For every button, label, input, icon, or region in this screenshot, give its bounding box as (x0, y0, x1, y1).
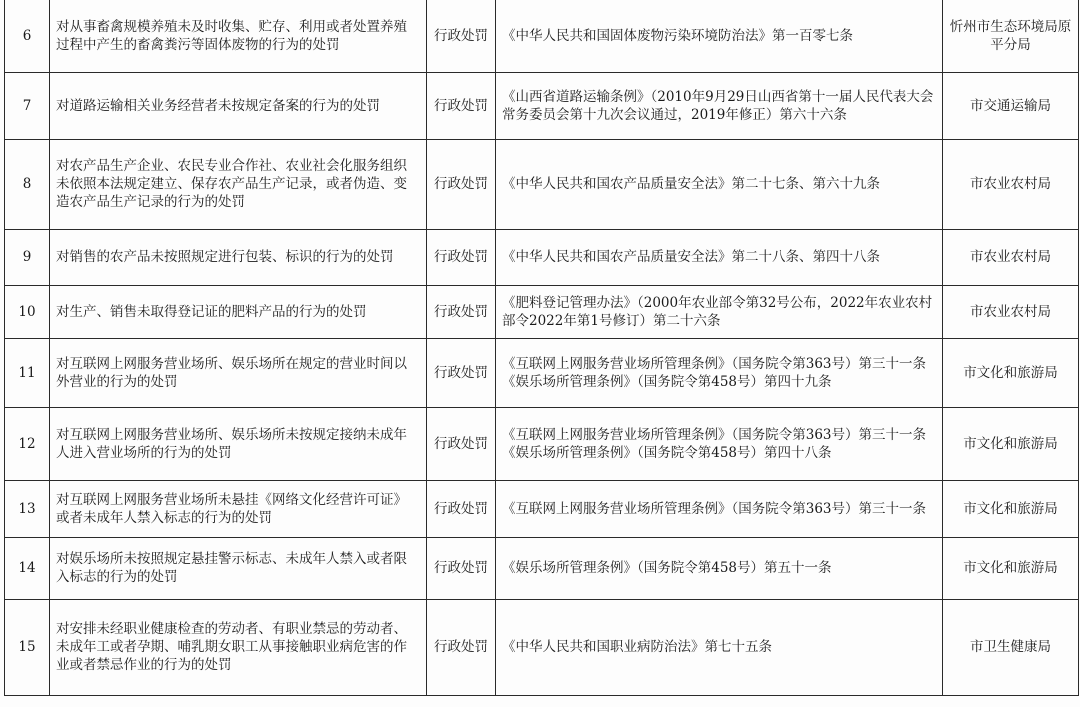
basis-cell (496, 599, 943, 695)
table-row (5, 285, 1079, 338)
table-row (5, 599, 1079, 695)
matter-cell: 对互联网上网服务营业场所、娱乐场所在规定的营业时间以外营业的行为的处罚 (50, 338, 427, 407)
department-cell: 市卫生健康局 (943, 599, 1079, 695)
type-cell: 行政处罚 (427, 537, 496, 599)
penalty-table (4, 0, 1079, 696)
table-row (5, 480, 1079, 537)
department-cell: 市文化和旅游局 (943, 338, 1079, 407)
basis-cell (496, 0, 943, 72)
basis-line: 《中华人民共和国农产品质量安全法》第二十七条、第六十九条 (502, 176, 880, 192)
table-row (5, 72, 1079, 139)
basis-cell (496, 480, 943, 537)
basis-line: 《中华人民共和国农产品质量安全法》第二十八条、第四十八条 (502, 249, 880, 265)
table-row (5, 407, 1079, 480)
table-row (5, 537, 1079, 599)
row-number: 14 (5, 537, 50, 599)
basis-line: 《互联网上网服务营业场所管理条例》（国务院令第363号）第三十一条 (502, 500, 927, 517)
basis-line: 《娱乐场所管理条例》（国务院令第458号）第四十九条 (502, 373, 832, 390)
basis-cell (496, 537, 943, 599)
basis-line: 《娱乐场所管理条例》（国务院令第458号）第五十一条 (502, 560, 832, 576)
matter-cell: 对农产品生产企业、农民专业合作社、农业社会化服务组织未依照本法规定建立、保存农产品生产记录，或者伪造、变造农产品生产记录的行为的处罚 (50, 139, 427, 229)
department-cell: 市文化和旅游局 (943, 480, 1079, 537)
department-cell: 市交通运输局 (943, 72, 1079, 139)
department-cell: 市文化和旅游局 (943, 407, 1079, 480)
department-cell: 市农业农村局 (943, 285, 1079, 338)
basis-cell (496, 407, 943, 480)
matter-cell: 对娱乐场所未按照规定悬挂警示标志、未成年人禁入或者限入标志的行为的处罚 (50, 537, 427, 599)
type-cell: 行政处罚 (427, 599, 496, 695)
table-row (5, 229, 1079, 285)
row-number: 13 (5, 480, 50, 537)
type-cell: 行政处罚 (427, 285, 496, 338)
table-row (5, 139, 1079, 229)
table-row (5, 338, 1079, 407)
row-number: 11 (5, 338, 50, 407)
matter-cell: 对道路运输相关业务经营者未按规定备案的行为的处罚 (50, 72, 427, 139)
basis-line: 《山西省道路运输条例》（2010年9月29日山西省第十一届人民代表大会常务委员会第十九次会议通过，2019年修正）第六十六条 (502, 88, 934, 123)
basis-line: 《肥料登记管理办法》（2000年农业部令第32号公布，2022年农业农村部令2022年第1号修订）第二十六条 (502, 294, 933, 329)
row-number: 9 (5, 229, 50, 285)
type-cell: 行政处罚 (427, 0, 496, 72)
type-cell: 行政处罚 (427, 338, 496, 407)
row-number: 10 (5, 285, 50, 338)
matter-cell: 对生产、销售未取得登记证的肥料产品的行为的处罚 (50, 285, 427, 338)
basis-line: 《中华人民共和国职业病防治法》第七十五条 (502, 639, 772, 655)
type-cell: 行政处罚 (427, 229, 496, 285)
basis-cell (496, 229, 943, 285)
table-row (5, 0, 1079, 72)
basis-line: 《互联网上网服务营业场所管理条例》（国务院令第363号）第三十一条 (502, 426, 927, 443)
basis-line: 《娱乐场所管理条例》（国务院令第458号）第四十八条 (502, 444, 832, 461)
department-cell: 市农业农村局 (943, 139, 1079, 229)
row-number: 12 (5, 407, 50, 480)
matter-cell: 对互联网上网服务营业场所未悬挂《网络文化经营许可证》或者未成年人禁入标志的行为的处罚 (50, 480, 427, 537)
table-body (5, 0, 1079, 695)
basis-cell (496, 72, 943, 139)
department-cell: 市农业农村局 (943, 229, 1079, 285)
type-cell: 行政处罚 (427, 480, 496, 537)
row-number: 7 (5, 72, 50, 139)
basis-cell (496, 285, 943, 338)
type-cell: 行政处罚 (427, 139, 496, 229)
basis-cell (496, 338, 943, 407)
type-cell: 行政处罚 (427, 407, 496, 480)
basis-line: 《中华人民共和国固体废物污染环境防治法》第一百零七条 (502, 27, 853, 44)
type-cell: 行政处罚 (427, 72, 496, 139)
row-number: 15 (5, 599, 50, 695)
matter-cell: 对安排未经职业健康检查的劳动者、有职业禁忌的劳动者、未成年工或者孕期、哺乳期女职工从事接触职业病危害的作业或者禁忌作业的行为的处罚 (50, 599, 427, 695)
matter-cell: 对从事畜禽规模养殖未及时收集、贮存、利用或者处置养殖过程中产生的畜禽粪污等固体废物的行为的处罚 (50, 0, 427, 72)
row-number: 6 (5, 0, 50, 72)
department-cell: 市文化和旅游局 (943, 537, 1079, 599)
department-cell: 忻州市生态环境局原平分局 (943, 0, 1079, 72)
matter-cell: 对互联网上网服务营业场所、娱乐场所未按规定接纳未成年人进入营业场所的行为的处罚 (50, 407, 427, 480)
basis-cell (496, 139, 943, 229)
row-number: 8 (5, 139, 50, 229)
basis-line: 《互联网上网服务营业场所管理条例》（国务院令第363号）第三十一条 (502, 355, 927, 372)
matter-cell: 对销售的农产品未按照规定进行包装、标识的行为的处罚 (50, 229, 427, 285)
